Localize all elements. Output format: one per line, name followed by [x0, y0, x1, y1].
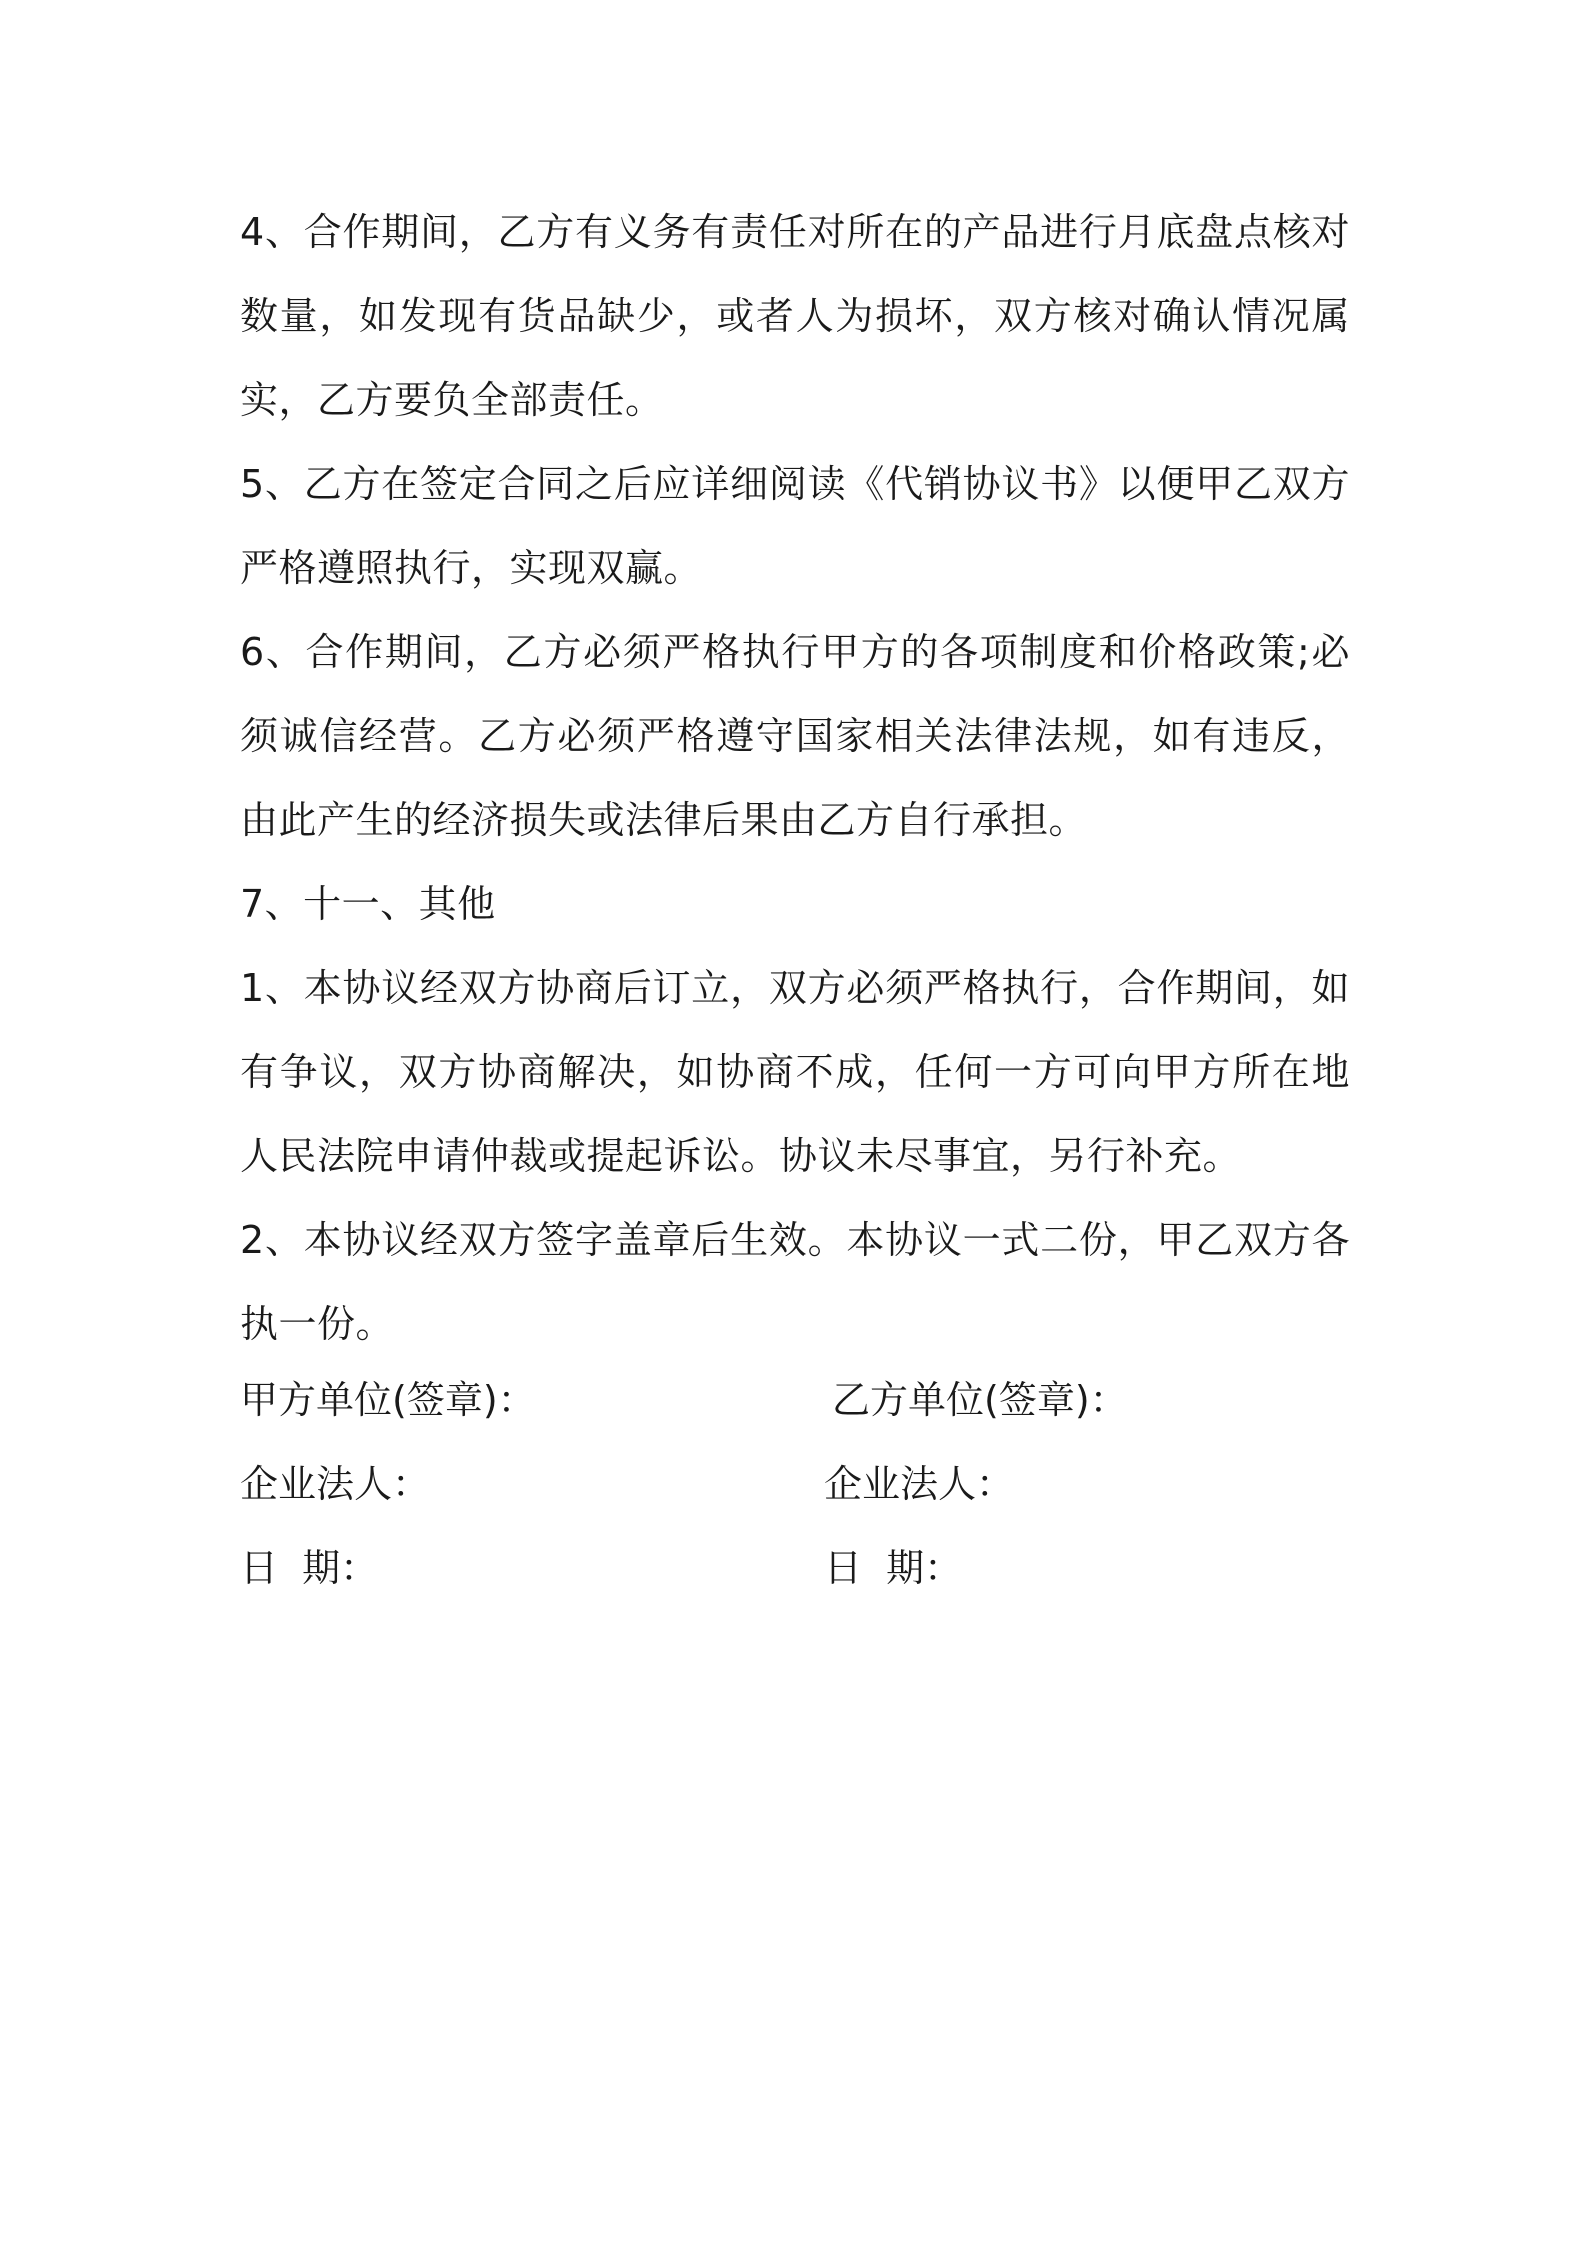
signature-row-unit	[240, 1358, 1350, 1442]
signature-row-legal	[240, 1442, 1350, 1526]
party-b-unit-label: 乙方单位(签章)：	[832, 1378, 1128, 1422]
party-a-unit-label: 甲方单位(签章)：	[240, 1378, 536, 1422]
document-body	[240, 190, 1350, 1366]
signature-block	[240, 1358, 1350, 1610]
party-a-legal-label: 企业法人：	[240, 1462, 431, 1506]
section-heading-other: 7、十一、其他	[240, 882, 496, 926]
party-a-date-label: 日 期：	[240, 1546, 379, 1590]
clause-6: 6、合作期间，乙方必须严格执行甲方的各项制度和价格政策;必须诚信经营。乙方必须严格遵守国家相关法律法规，如有违反，由此产生的经济损失或法律后果由乙方自行承担。	[240, 630, 1350, 842]
clause-other-1: 1、本协议经双方协商后订立，双方必须严格执行，合作期间，如有争议，双方协商解决，如协商不成，任何一方可向甲方所在地人民法院申请仲裁或提起诉讼。协议未尽事宜，另行补充。	[240, 966, 1350, 1178]
party-b-date-label: 日 期：	[824, 1546, 963, 1590]
clause-4: 4、合作期间，乙方有义务有责任对所在的产品进行月底盘点核对数量，如发现有货品缺少，或者人为损坏，双方核对确认情况属实，乙方要负全部责任。	[240, 210, 1350, 422]
clause-5: 5、乙方在签定合同之后应详细阅读《代销协议书》以便甲乙双方严格遵照执行，实现双赢。	[240, 462, 1350, 590]
party-b-legal-label: 企业法人：	[824, 1462, 1015, 1506]
clause-other-2: 2、本协议经双方签字盖章后生效。本协议一式二份，甲乙双方各执一份。	[240, 1218, 1350, 1346]
signature-row-date	[240, 1526, 1350, 1610]
